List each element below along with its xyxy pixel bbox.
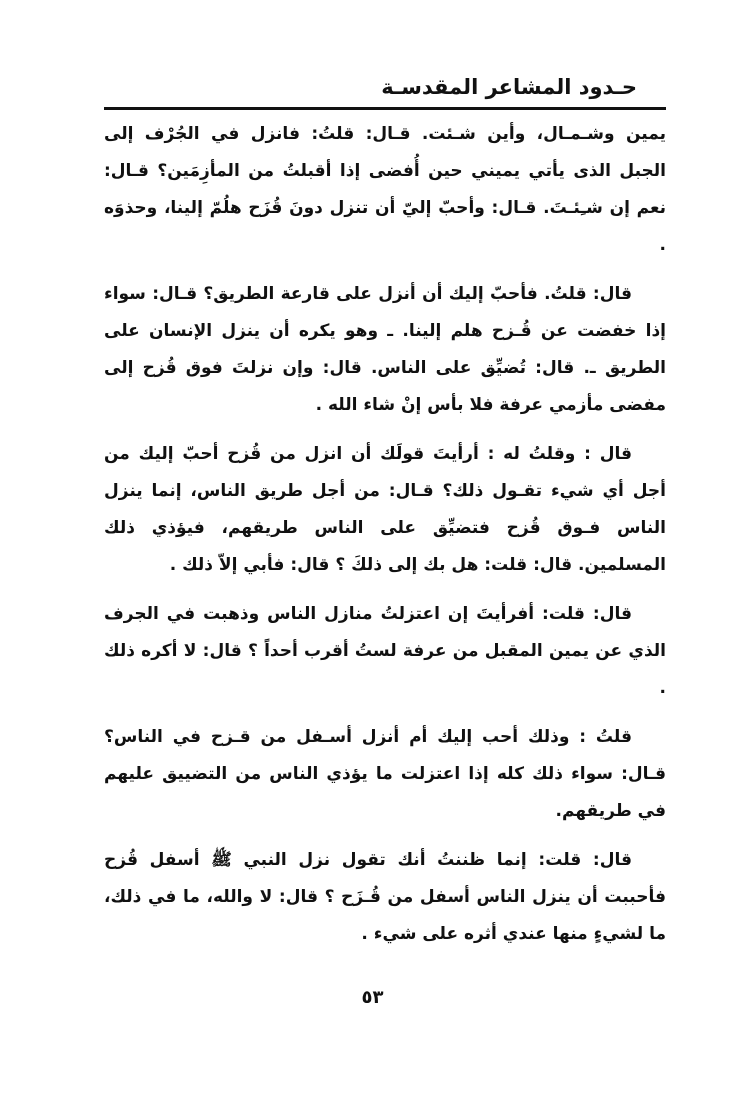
paragraph-1: يمين وشـمـال، وأين شـئت. قـال: قلتُ: فانزل في الجُرْف إلى الجبل الذى يأتي يميني حين أُفضى إذا أقبلتُ من المأزِمَين؟ قـال: نعم إن شـِئـتَ. قـال: وأحبّ إليّ أن تنزل دونَ قُزَح هلُمّ إلينا، وحذوَه . [104,124,666,255]
header-rule [104,107,666,110]
paragraph-3: قال : وقلتُ له : أرأيتَ قولَك أن انزل من قُزح أحبّ إليك من أجل أي شيء تقـول ذلك؟ قـال: من أجل طريق الناس، إنما ينزل الناس فـوق قُزح فتضيِّق على الناس طريقهم، فيؤذي ذلك المسلمين. قال: قلت: هل بك إلى ذلكَ ؟ قال: فأبي إلاّ ذلك . [104,444,666,575]
paragraph-2: قال: قلتُ. فأحبّ إليك أن أنزل على قارعة الطريق؟ قـال: سواء إذا خفضت عن قُـزح هلم إلينا. ـ وهو يكره أن ينزل الإنسان على الطريق ـ. قال: تُضيِّق على الناس. قال: وإن نزلتَ فوق قُزح إلى مفضى مأزمي عرفة فلا بأس إنْ شاء الله . [104,284,666,415]
running-title: حـدود المشاعر المقدسـة [381,75,637,99]
paragraph-6: قال: قلت: إنما ظننتُ أنك تقول نزل النبي ﷺ أسفل قُزح فأحببت أن ينزل الناس أسفل من قُـزَح ؟ قال: لا والله، ما في ذلك، ما لشيءٍ منها عندي أثره على شيء . [104,850,666,944]
paragraph-4: قال: قلت: أفرأيتَ إن اعتزلتُ منازل الناس وذهبت في الجرف الذي عن يمين المقبل من عرفة لستُ أقرب أحداً ؟ قال: لا أكره ذلك . [104,604,666,698]
paragraph-5: قلتُ : وذلك أحب إليك أم أنزل أسـفل من قـزح في الناس؟ قـال: سواء ذلك كله إذا اعتزلت ما يؤذي الناس من التضييق عليهم في طريقهم. [104,727,666,821]
body-text [104,116,666,965]
page-number: ٥٣ [361,987,384,1008]
